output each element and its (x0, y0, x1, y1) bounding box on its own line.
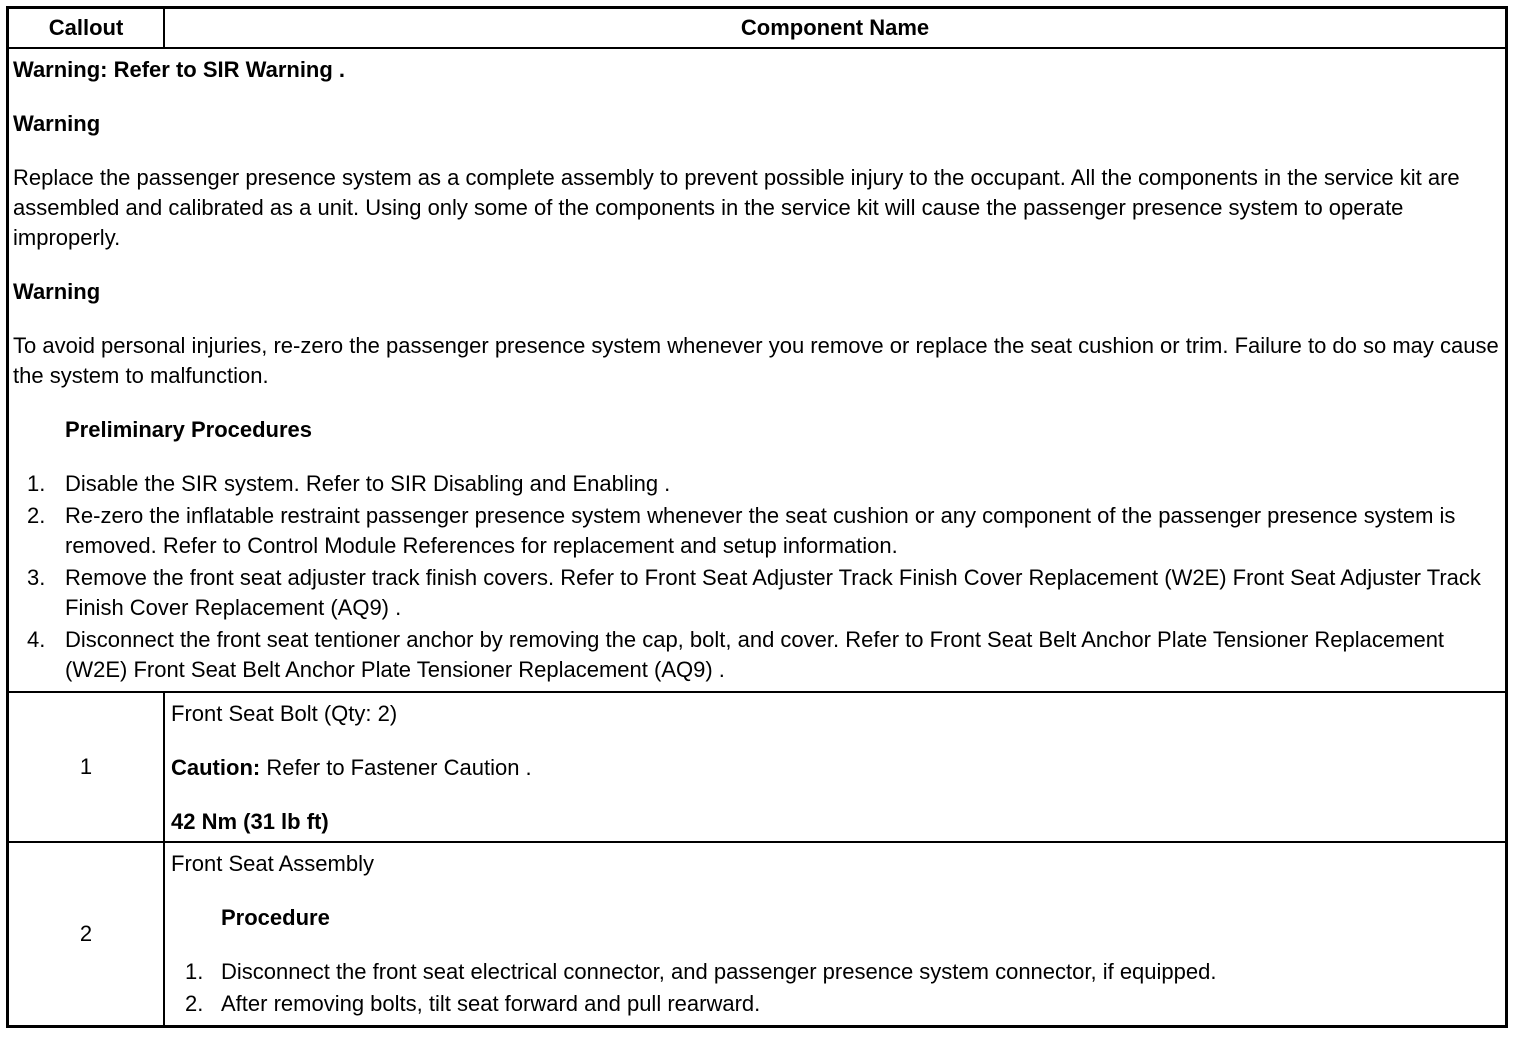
caution-line (171, 753, 1499, 783)
preliminary-procedures-title: Preliminary Procedures (65, 417, 313, 442)
component-cell (164, 692, 1507, 842)
caution-label: Caution: (171, 755, 261, 780)
intro-row (8, 48, 1507, 692)
step-number: 2. (27, 503, 46, 528)
component-table (6, 6, 1508, 1028)
preliminary-step (13, 501, 1499, 561)
table-row (8, 692, 1507, 842)
procedure-step (171, 989, 1499, 1019)
preliminary-step (13, 563, 1499, 623)
warning-text-2: To avoid personal injuries, re-zero the passenger presence system whenever you remove or replace the seat cushion or trim. Failure to do so may cause the system to malfunction. (13, 333, 1499, 388)
component-name: Front Seat Bolt (Qty: 2) (171, 701, 398, 726)
component-name: Front Seat Assembly (171, 851, 374, 876)
warning-title-2: Warning (13, 279, 101, 304)
procedure-step (171, 957, 1499, 987)
header-callout: Callout (8, 8, 165, 49)
caution-text: Refer to Fastener Caution . (260, 755, 532, 780)
intro-cell (8, 48, 1507, 692)
step-text: Disable the SIR system. Refer to SIR Disabling and Enabling . (65, 471, 671, 496)
warning-text-1: Replace the passenger presence system as a complete assembly to prevent possible injury to the occupant. All the components in the service kit are assembled and calibrated as a unit. Using only some of the components in the service kit will cause the passenger presence system to operate improperly. (13, 165, 1460, 250)
sir-warning-reference: Warning: Refer to SIR Warning . (13, 57, 346, 82)
step-text: Re-zero the inflatable restraint passenger presence system whenever the seat cushion or any component of the passenger presence system is removed. Refer to Control Module References for replacement and setup information. (65, 503, 1456, 558)
preliminary-steps-list (13, 469, 1499, 685)
procedure-steps-list (171, 957, 1499, 1019)
header-component-name: Component Name (164, 8, 1507, 49)
step-number: 2. (185, 991, 204, 1016)
step-text: Disconnect the front seat tentioner anchor by removing the cap, bolt, and cover. Refer to Front Seat Belt Anchor Plate Tensioner Replacement (W2E) Front Seat Belt Anchor Plate Tensioner Replacement (AQ9) . (65, 627, 1445, 682)
step-text: Remove the front seat adjuster track finish covers. Refer to Front Seat Adjuster Track Finish Cover Replacement (W2E) Front Seat Adjuster Track Finish Cover Replacement (AQ9) . (65, 565, 1481, 620)
step-number: 4. (27, 627, 46, 652)
callout-number: 2 (8, 842, 165, 1027)
step-number: 1. (185, 959, 204, 984)
preliminary-step (13, 469, 1499, 499)
component-cell (164, 842, 1507, 1027)
step-text: After removing bolts, tilt seat forward and pull rearward. (221, 991, 761, 1016)
step-number: 1. (27, 471, 46, 496)
torque-spec: 42 Nm (31 lb ft) (171, 809, 329, 834)
warning-title-1: Warning (13, 111, 101, 136)
callout-number: 1 (8, 692, 165, 842)
table-header-row (8, 8, 1507, 49)
preliminary-step (13, 625, 1499, 685)
procedure-title: Procedure (221, 905, 330, 930)
step-text: Disconnect the front seat electrical connector, and passenger presence system connector, if equipped. (221, 959, 1217, 984)
table-row (8, 842, 1507, 1027)
step-number: 3. (27, 565, 46, 590)
